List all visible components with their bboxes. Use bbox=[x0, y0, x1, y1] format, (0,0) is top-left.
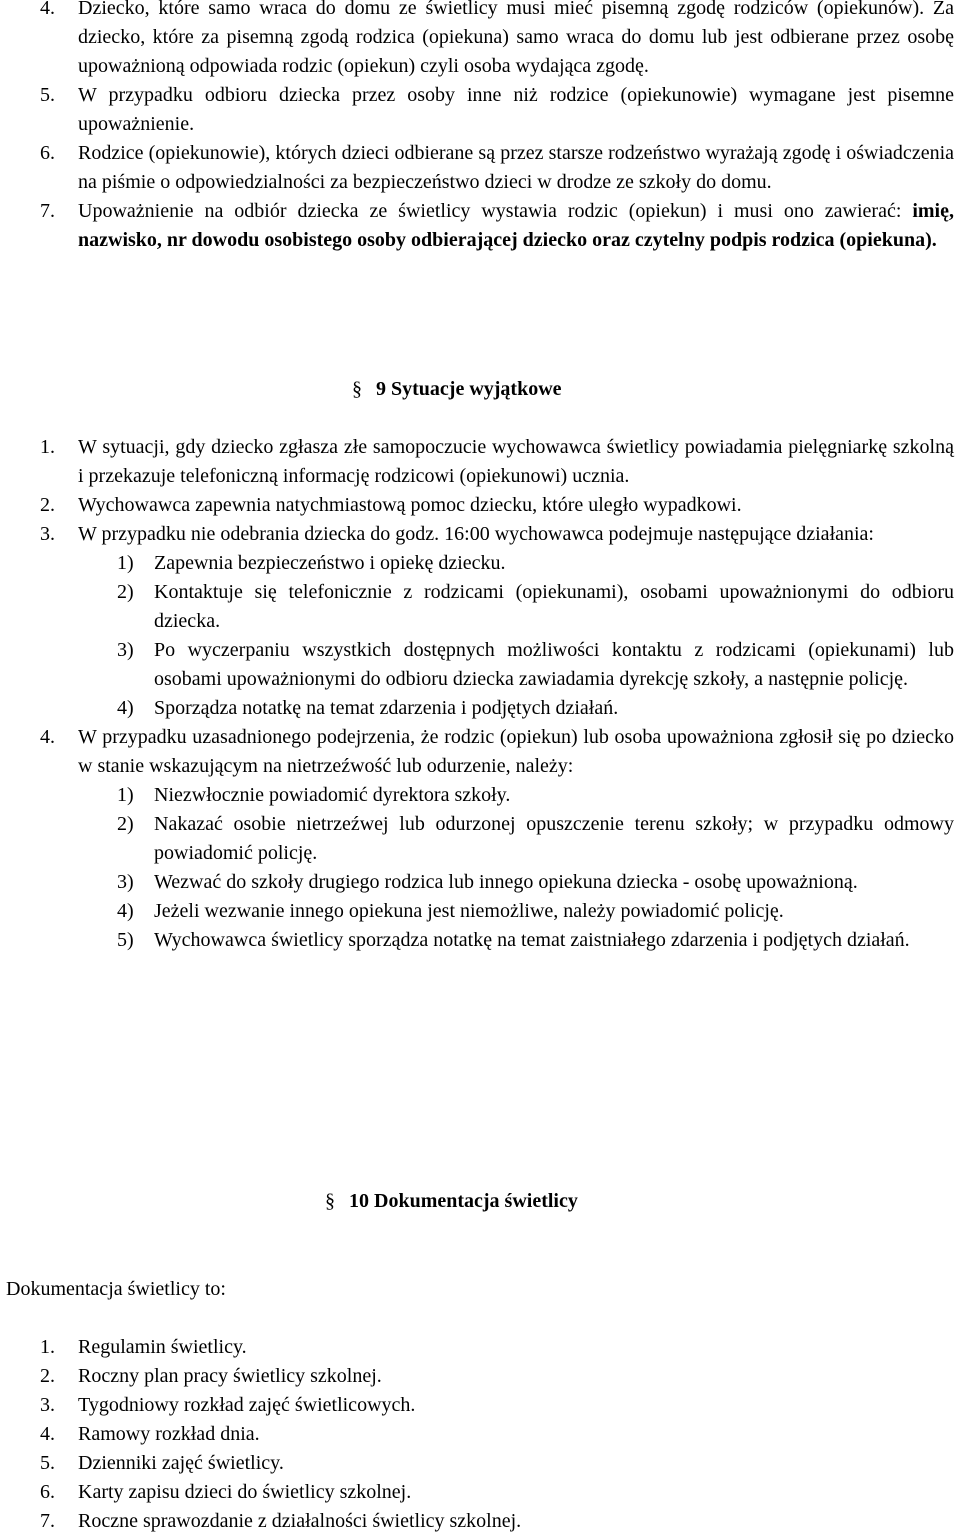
item-text: Nakazać osobie nietrzeźwej lub odurzonej opuszczenie terenu szkoły; w przypadku odmowy powiadomić policję. bbox=[154, 813, 954, 864]
list-item bbox=[0, 1420, 960, 1449]
item-number: 4. bbox=[40, 726, 55, 748]
list-item bbox=[0, 1478, 960, 1507]
item-number: 3) bbox=[117, 871, 134, 893]
list-item bbox=[0, 1362, 960, 1391]
sub-list-item bbox=[0, 897, 960, 926]
item-text: Niezwłocznie powiadomić dyrektora szkoły. bbox=[154, 784, 511, 806]
item-text: Wezwać do szkoły drugiego rodzica lub innego opiekuna dziecka - osobę upoważnioną. bbox=[154, 871, 858, 893]
list-item bbox=[0, 81, 960, 139]
list-item bbox=[0, 1507, 960, 1536]
sub-list-item bbox=[0, 578, 960, 636]
item-number: 1) bbox=[117, 784, 134, 806]
list-item bbox=[0, 723, 960, 781]
item-number: 1. bbox=[40, 1336, 55, 1358]
list-item bbox=[0, 197, 960, 255]
list-item bbox=[0, 1391, 960, 1420]
item-number: 4) bbox=[117, 697, 134, 719]
item-number: 2. bbox=[40, 494, 55, 516]
item-number: 2. bbox=[40, 1365, 55, 1387]
item-number: 4) bbox=[117, 900, 134, 922]
item-text: Wychowawca zapewnia natychmiastową pomoc dziecku, które uległo wypadkowi. bbox=[78, 494, 742, 516]
section-heading bbox=[325, 1187, 578, 1216]
item-text: Po wyczerpaniu wszystkich dostępnych możliwości kontaktu z rodzicami (opiekunami) lub osobami upoważnionymi do odbioru dziecka zawiadamia dyrekcję szkoły, a następnie policję. bbox=[154, 639, 954, 690]
item-text: W przypadku uzasadnionego podejrzenia, że rodzic (opiekun) lub osoba upoważniona zgłosił się po dziecko w stanie wskazującym na nietrzeźwość lub odurzenie, należy: bbox=[78, 726, 954, 777]
item-number: 1) bbox=[117, 552, 134, 574]
sub-list-item bbox=[0, 549, 960, 578]
item-number: 2) bbox=[117, 581, 134, 603]
section-10-list bbox=[0, 1333, 960, 1536]
sub-list-item bbox=[0, 868, 960, 897]
sub-list-item bbox=[0, 694, 960, 723]
list-item bbox=[0, 1333, 960, 1362]
item-number: 5. bbox=[40, 84, 55, 106]
item-text: W sytuacji, gdy dziecko zgłasza złe samopoczucie wychowawca świetlicy powiadamia pielęgniarkę szkolną i przekazuje telefoniczną informację rodzicowi (opiekunowi) ucznia. bbox=[78, 436, 954, 487]
item-text: Ramowy rozkład dnia. bbox=[78, 1423, 260, 1445]
section-title: 10 Dokumentacja świetlicy bbox=[349, 1190, 578, 1212]
list-item bbox=[0, 0, 960, 81]
item-text: Regulamin świetlicy. bbox=[78, 1336, 247, 1358]
sub-list-item bbox=[0, 781, 960, 810]
item-number: 3) bbox=[117, 639, 134, 661]
item-number: 1. bbox=[40, 436, 55, 458]
item-number: 3. bbox=[40, 1394, 55, 1416]
item-text: Roczny plan pracy świetlicy szkolnej. bbox=[78, 1365, 382, 1387]
section-symbol: § bbox=[325, 1190, 335, 1212]
sub-list-item bbox=[0, 810, 960, 868]
item-text: Dziecko, które samo wraca do domu ze świetlicy musi mieć pisemną zgodę rodziców (opiekunów). Za dziecko, które za pisemną zgodą rodzica (opiekuna) samo wraca do domu lub jest odbierane przez osobę upoważnioną odpowiada rodzic (opiekun) czyli osoba wydająca zgodę. bbox=[78, 0, 954, 77]
item-text: Dzienniki zajęć świetlicy. bbox=[78, 1452, 284, 1474]
section-title: 9 Sytuacje wyjątkowe bbox=[376, 378, 562, 400]
item-text: Jeżeli wezwanie innego opiekuna jest niemożliwe, należy powiadomić policję. bbox=[154, 900, 784, 922]
item-text: Tygodniowy rozkład zajęć świetlicowych. bbox=[78, 1394, 416, 1416]
sub-list-item bbox=[0, 636, 960, 694]
item-number: 6. bbox=[40, 142, 55, 164]
item-text: Wychowawca świetlicy sporządza notatkę na temat zaistniałego zdarzenia i podjętych działań. bbox=[154, 929, 910, 951]
item-text: Kontaktuje się telefonicznie z rodzicami (opiekunami), osobami upoważnionymi do odbioru dziecka. bbox=[154, 581, 954, 632]
section-heading bbox=[352, 375, 562, 404]
item-text: W przypadku odbioru dziecka przez osoby inne niż rodzice (opiekunowie) wymagane jest pisemne upoważnienie. bbox=[78, 84, 954, 135]
list-item bbox=[0, 491, 960, 520]
item-number: 7. bbox=[40, 1510, 55, 1532]
rules-list-top bbox=[0, 0, 960, 255]
list-item bbox=[0, 520, 960, 549]
item-number: 4. bbox=[40, 0, 55, 19]
item-number: 6. bbox=[40, 1481, 55, 1503]
item-text: Zapewnia bezpieczeństwo i opiekę dziecku. bbox=[154, 552, 506, 574]
section-9-list bbox=[0, 433, 960, 955]
item-text: Sporządza notatkę na temat zdarzenia i podjętych działań. bbox=[154, 697, 619, 719]
section-intro: Dokumentacja świetlicy to: bbox=[6, 1278, 226, 1300]
list-item bbox=[0, 139, 960, 197]
item-number: 3. bbox=[40, 523, 55, 545]
item-text: Roczne sprawozdanie z działalności świetlicy szkolnej. bbox=[78, 1510, 522, 1532]
item-text-bold: imię, nazwisko, nr dowodu osobistego osoby odbierającej dziecko oraz czytelny podpis rodzica (opiekuna). bbox=[78, 200, 954, 251]
item-text: Karty zapisu dzieci do świetlicy szkolnej. bbox=[78, 1481, 412, 1503]
item-number: 5. bbox=[40, 1452, 55, 1474]
item-number: 7. bbox=[40, 200, 55, 222]
list-item bbox=[0, 1449, 960, 1478]
section-symbol: § bbox=[352, 378, 362, 400]
list-item bbox=[0, 433, 960, 491]
item-text: Rodzice (opiekunowie), których dzieci odbierane są przez starsze rodzeństwo wyrażają zgodę i oświadczenia na piśmie o odpowiedzialności za bezpieczeństwo dzieci w drodze ze szkoły do domu. bbox=[78, 142, 954, 193]
item-number: 2) bbox=[117, 813, 134, 835]
sub-list-item bbox=[0, 926, 960, 955]
item-text: Upoważnienie na odbiór dziecka ze świetlicy wystawia rodzic (opiekun) i musi ono zawierać: bbox=[78, 200, 913, 222]
item-number: 5) bbox=[117, 929, 134, 951]
item-text: W przypadku nie odebrania dziecka do godz. 16:00 wychowawca podejmuje następujące działania: bbox=[78, 523, 874, 545]
item-number: 4. bbox=[40, 1423, 55, 1445]
